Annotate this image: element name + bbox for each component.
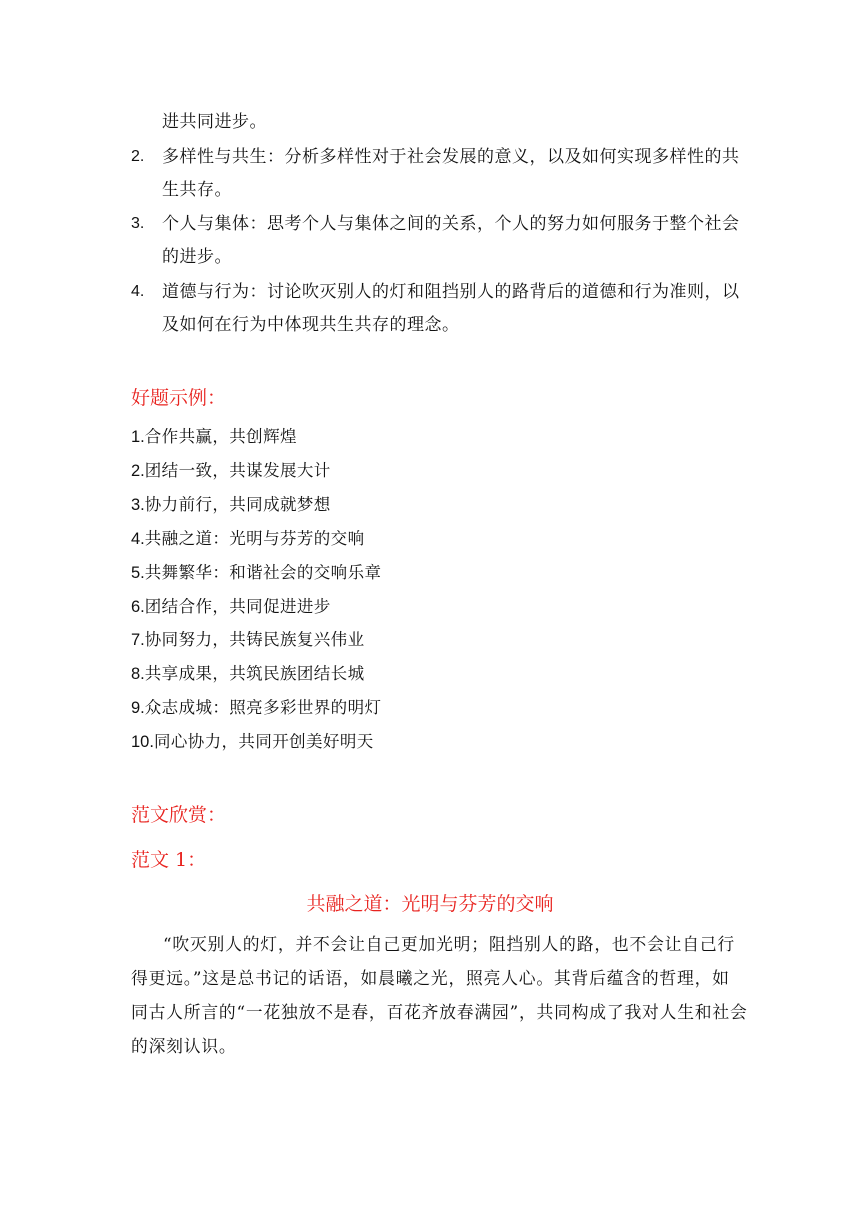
item-text: 众志成城：照亮多彩世界的明灯 — [144, 698, 382, 717]
item-text: 协同努力，共铸民族复兴伟业 — [144, 630, 365, 649]
list-item-text: 道德与行为：讨论吹灭别人的灯和阻挡别人的路背后的道德和行为准则，以 — [162, 282, 740, 302]
essay-title: 共融之道：光明与芬芳的交响 — [306, 893, 554, 915]
essay-line: “吹灭别人的灯，并不会让自己更加光明；阻挡别人的路，也不会让自己行 — [163, 934, 735, 954]
list-number: 4. — [131, 283, 145, 300]
list-item-text: 多样性与共生：分析多样性对于社会发展的意义，以及如何实现多样性的共 — [162, 147, 740, 167]
list-item — [131, 561, 381, 585]
essay-line: 得更远。”这是总书记的话语，如晨曦之光，照亮人心。其背后蕴含的哲理，如 — [131, 968, 730, 988]
item-number: 9. — [131, 699, 145, 717]
list-item — [131, 493, 331, 517]
item-text: 团结一致，共谋发展大计 — [144, 461, 331, 480]
list-item-text: 个人与集体：思考个人与集体之间的关系，个人的努力如何服务于整个社会 — [162, 214, 740, 234]
item-number: 7. — [131, 631, 145, 649]
item-text: 共融之道：光明与芬芳的交响 — [144, 529, 365, 548]
item-text: 同心协力，共同开创美好明天 — [153, 732, 374, 751]
list-number: 2. — [131, 148, 145, 165]
item-number: 5. — [131, 564, 145, 582]
item-number: 6. — [131, 598, 145, 616]
item-text: 团结合作，共同促进进步 — [144, 597, 331, 616]
item-number: 3. — [131, 496, 145, 514]
list-item-text: 及如何在行为中体现共生共存的理念。 — [162, 315, 460, 335]
item-number: 2. — [131, 462, 145, 480]
list-item — [131, 628, 364, 652]
list-item — [131, 662, 364, 686]
item-number: 1. — [131, 428, 145, 446]
list-item — [131, 425, 297, 449]
list-number: 3. — [131, 215, 145, 232]
section-heading-good-titles: 好题示例： — [131, 387, 227, 409]
item-text: 共享成果，共筑民族团结长城 — [144, 664, 365, 683]
sample-sub-heading: 范文 1： — [131, 849, 207, 871]
item-number: 8. — [131, 665, 145, 683]
list-continuation: 进共同进步。 — [162, 112, 267, 132]
list-item — [131, 595, 331, 619]
list-item — [131, 730, 374, 754]
list-item — [131, 459, 331, 483]
item-text: 协力前行，共同成就梦想 — [144, 495, 331, 514]
list-item-text: 生共存。 — [162, 180, 232, 200]
list-item — [131, 527, 364, 551]
section-heading-sample: 范文欣赏： — [131, 804, 227, 826]
item-number: 10. — [131, 733, 154, 751]
item-text: 合作共赢，共创辉煌 — [144, 427, 297, 446]
item-text: 共舞繁华：和谐社会的交响乐章 — [144, 563, 382, 582]
list-item-text: 的进步。 — [162, 247, 232, 267]
essay-line: 同古人所言的“一花独放不是春，百花齐放春满园”，共同构成了我对人生和社会 — [131, 1002, 748, 1022]
item-number: 4. — [131, 530, 145, 548]
essay-line: 的深刻认识。 — [131, 1036, 237, 1056]
list-item — [131, 696, 381, 720]
